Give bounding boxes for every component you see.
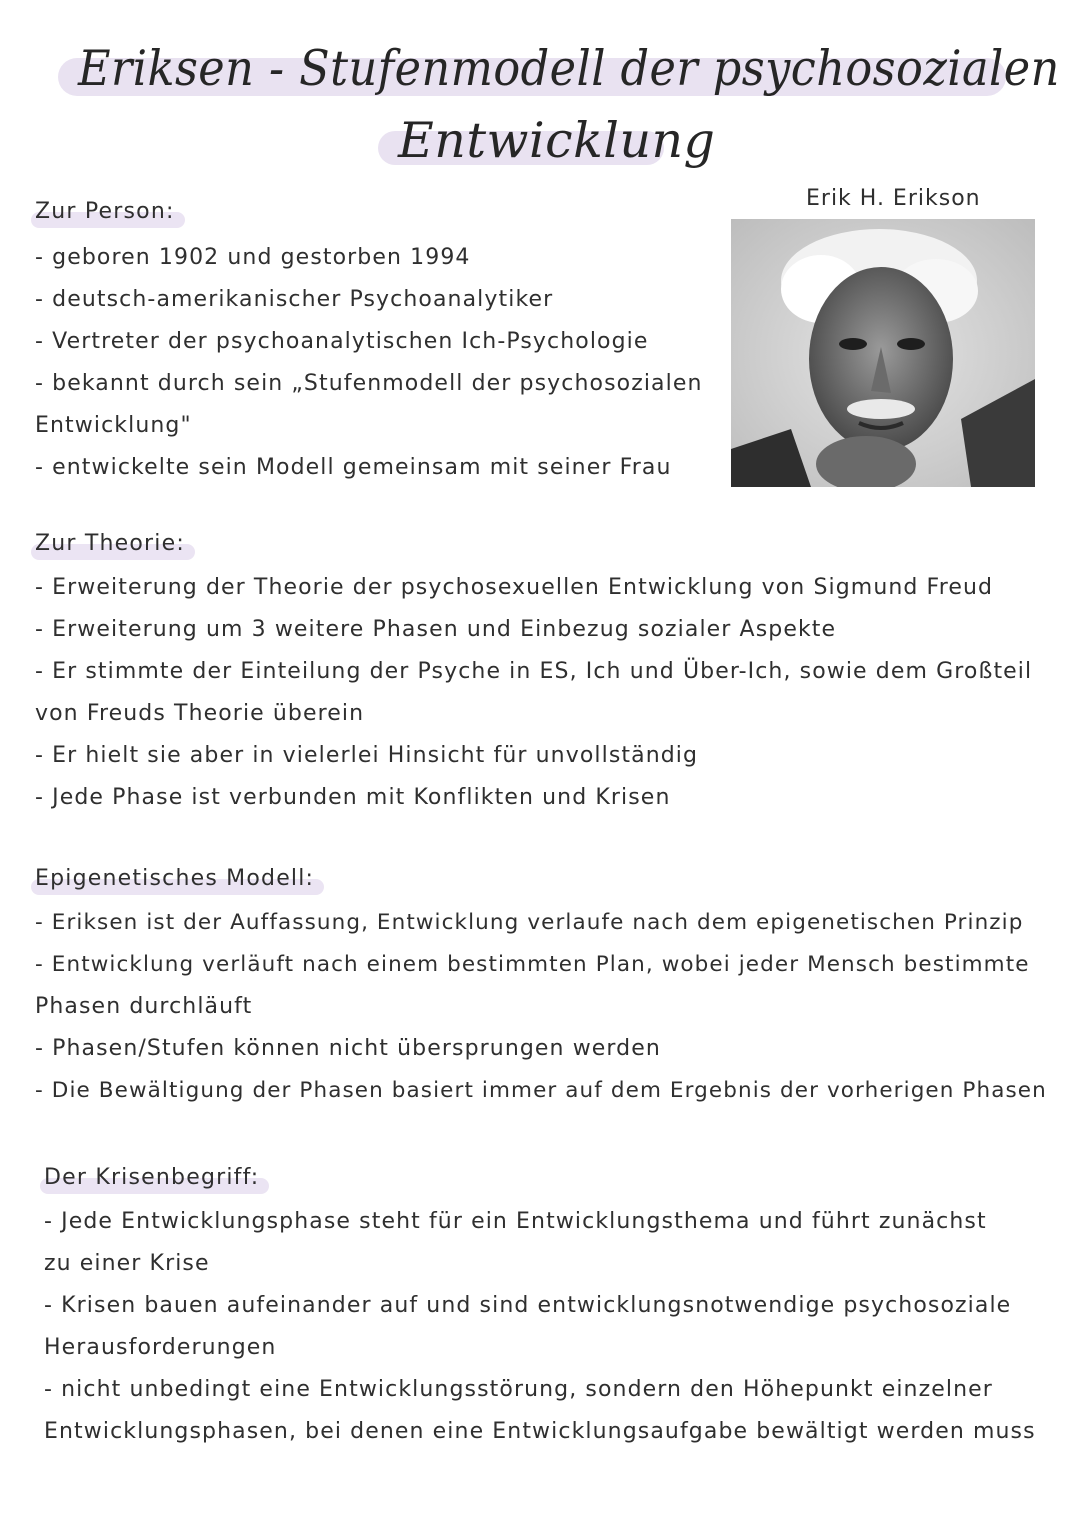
crisis-line: Entwicklungsphasen, bei denen eine Entwicklungsaufgabe bewältigt werden muss bbox=[44, 1419, 1036, 1444]
crisis-line: - Krisen bauen aufeinander auf und sind entwicklungsnotwendige psychosoziale bbox=[44, 1293, 1012, 1318]
heading-der-krisenbegriff: Der Krisenbegriff: bbox=[44, 1165, 259, 1190]
theory-line: - Er stimmte der Einteilung der Psyche in ES, Ich und Über-Ich, sowie dem Großteil bbox=[35, 659, 1033, 684]
person-line: - Vertreter der psychoanalytischen Ich-Psychologie bbox=[35, 329, 649, 354]
crisis-line: - nicht unbedingt eine Entwicklungsstörung, sondern den Höhepunkt einzelner bbox=[44, 1377, 993, 1402]
portrait-photo bbox=[731, 219, 1035, 487]
page-title-line-2: Entwicklung bbox=[398, 112, 716, 169]
crisis-line: zu einer Krise bbox=[44, 1251, 210, 1276]
theory-line: von Freuds Theorie überein bbox=[35, 701, 365, 726]
person-line: - bekannt durch sein „Stufenmodell der psychosozialen bbox=[35, 371, 703, 396]
crisis-line: - Jede Entwicklungsphase steht für ein Entwicklungsthema und führt zunächst bbox=[44, 1209, 987, 1234]
theory-line: - Erweiterung der Theorie der psychosexuellen Entwicklung von Sigmund Freud bbox=[35, 575, 994, 600]
crisis-line: Herausforderungen bbox=[44, 1335, 277, 1360]
person-line: - deutsch-amerikanischer Psychoanalytiker bbox=[35, 287, 554, 312]
theory-line: - Jede Phase ist verbunden mit Konflikten und Krisen bbox=[35, 785, 671, 810]
portrait-illustration bbox=[731, 219, 1035, 487]
epigenetic-line: - Die Bewältigung der Phasen basiert immer auf dem Ergebnis der vorherigen Phasen bbox=[35, 1078, 1047, 1103]
theory-line: - Er hielt sie aber in vielerlei Hinsicht für unvollständig bbox=[35, 743, 699, 768]
heading-zur-theorie: Zur Theorie: bbox=[35, 531, 185, 556]
page-title-line-1: Eriksen - Stufenmodell der psychosozialen bbox=[78, 40, 1060, 97]
epigenetic-line: Phasen durchläuft bbox=[35, 994, 253, 1019]
epigenetic-line: - Entwicklung verläuft nach einem bestimmten Plan, wobei jeder Mensch bestimmte bbox=[35, 952, 1030, 977]
epigenetic-line: - Eriksen ist der Auffassung, Entwicklung verlaufe nach dem epigenetischen Prinzip bbox=[35, 910, 1024, 935]
heading-zur-person: Zur Person: bbox=[35, 199, 175, 224]
person-line: - entwickelte sein Modell gemeinsam mit seiner Frau bbox=[35, 455, 672, 480]
photo-caption: Erik H. Erikson bbox=[806, 186, 981, 211]
person-line: - geboren 1902 und gestorben 1994 bbox=[35, 245, 471, 270]
person-line: Entwicklung" bbox=[35, 413, 192, 438]
theory-line: - Erweiterung um 3 weitere Phasen und Einbezug sozialer Aspekte bbox=[35, 617, 837, 642]
heading-epigenetisches-modell: Epigenetisches Modell: bbox=[35, 866, 314, 891]
epigenetic-line: - Phasen/Stufen können nicht übersprungen werden bbox=[35, 1036, 661, 1061]
